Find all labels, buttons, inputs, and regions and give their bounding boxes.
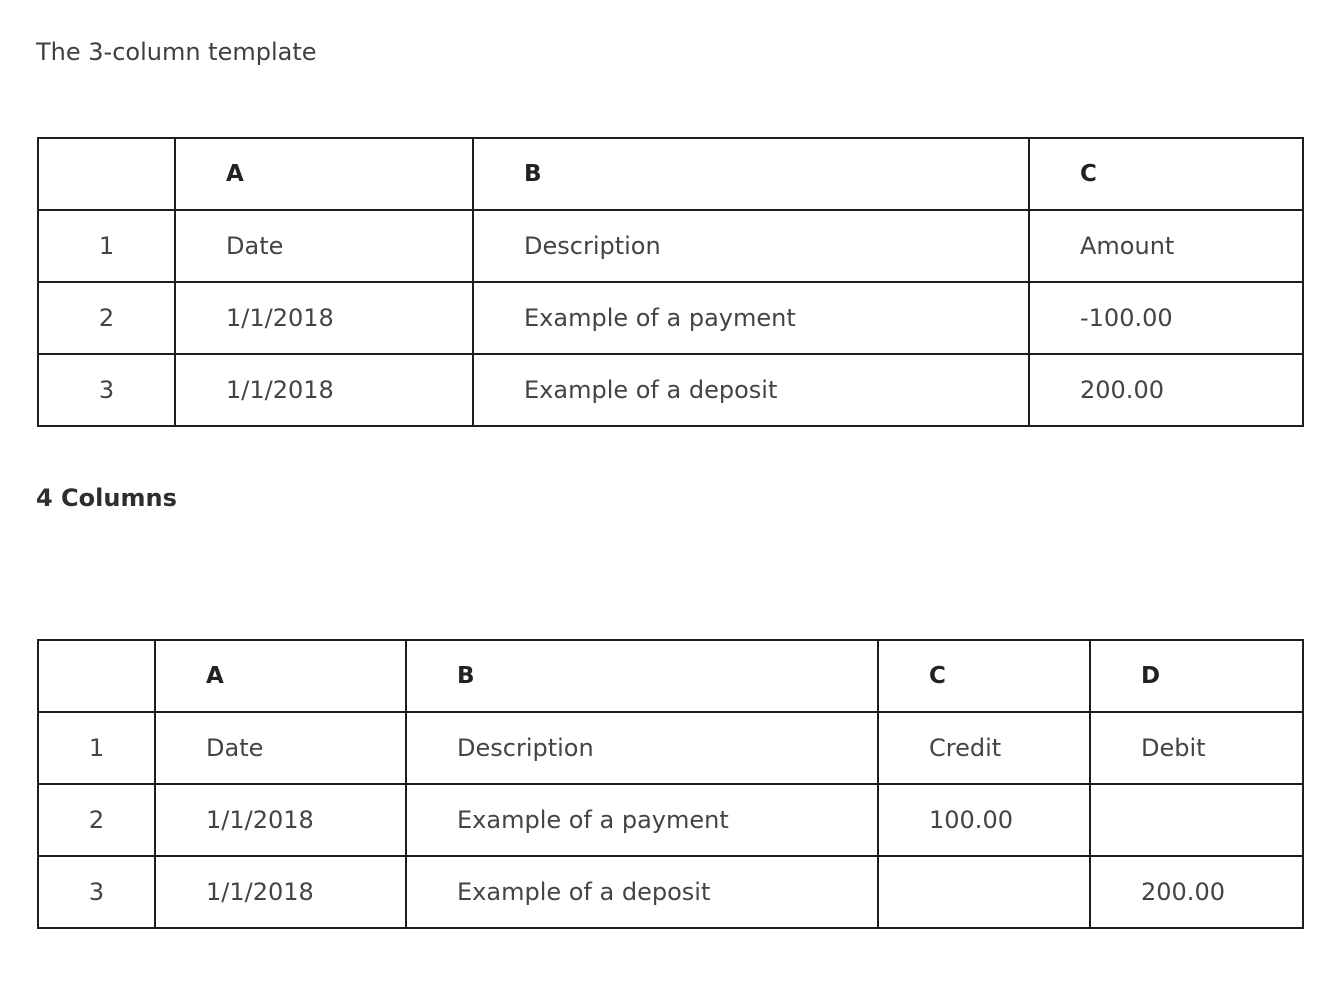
- table-caption: The 3-column template: [36, 38, 317, 66]
- table-cell: 1/1/2018: [155, 856, 406, 928]
- corner-cell: [38, 138, 175, 210]
- table-cell: Description: [406, 712, 878, 784]
- table-row: [38, 856, 1303, 928]
- table-cell: 1/1/2018: [175, 282, 473, 354]
- row-number: 3: [38, 354, 175, 426]
- row-number: 1: [38, 712, 155, 784]
- table-row: [38, 354, 1303, 426]
- table-cell: 200.00: [1090, 856, 1303, 928]
- table-cell: Amount: [1029, 210, 1303, 282]
- table-cell: 1/1/2018: [175, 354, 473, 426]
- four-column-table: [37, 639, 1304, 929]
- column-header-a: A: [155, 640, 406, 712]
- column-header-row: [38, 138, 1303, 210]
- row-number: 3: [38, 856, 155, 928]
- row-number: 1: [38, 210, 175, 282]
- table-cell: 200.00: [1029, 354, 1303, 426]
- table-cell: Example of a payment: [473, 282, 1029, 354]
- table-cell: Example of a payment: [406, 784, 878, 856]
- column-header-row: [38, 640, 1303, 712]
- table-row: [38, 282, 1303, 354]
- table-cell: Date: [175, 210, 473, 282]
- three-column-table: [37, 137, 1304, 427]
- corner-cell: [38, 640, 155, 712]
- table-cell: Example of a deposit: [473, 354, 1029, 426]
- column-header-d: D: [1090, 640, 1303, 712]
- table-cell: -100.00: [1029, 282, 1303, 354]
- column-header-b: B: [406, 640, 878, 712]
- table-cell: Debit: [1090, 712, 1303, 784]
- column-header-c: C: [878, 640, 1090, 712]
- table-row: [38, 712, 1303, 784]
- row-number: 2: [38, 784, 155, 856]
- table-cell: 1/1/2018: [155, 784, 406, 856]
- table-row: [38, 210, 1303, 282]
- table-cell: [878, 856, 1090, 928]
- table-cell: Credit: [878, 712, 1090, 784]
- table-cell: Date: [155, 712, 406, 784]
- table-cell: 100.00: [878, 784, 1090, 856]
- table-cell: [1090, 784, 1303, 856]
- column-header-a: A: [175, 138, 473, 210]
- row-number: 2: [38, 282, 175, 354]
- column-header-b: B: [473, 138, 1029, 210]
- section-heading: 4 Columns: [36, 484, 177, 512]
- table-cell: Example of a deposit: [406, 856, 878, 928]
- table-row: [38, 784, 1303, 856]
- column-header-c: C: [1029, 138, 1303, 210]
- table-cell: Description: [473, 210, 1029, 282]
